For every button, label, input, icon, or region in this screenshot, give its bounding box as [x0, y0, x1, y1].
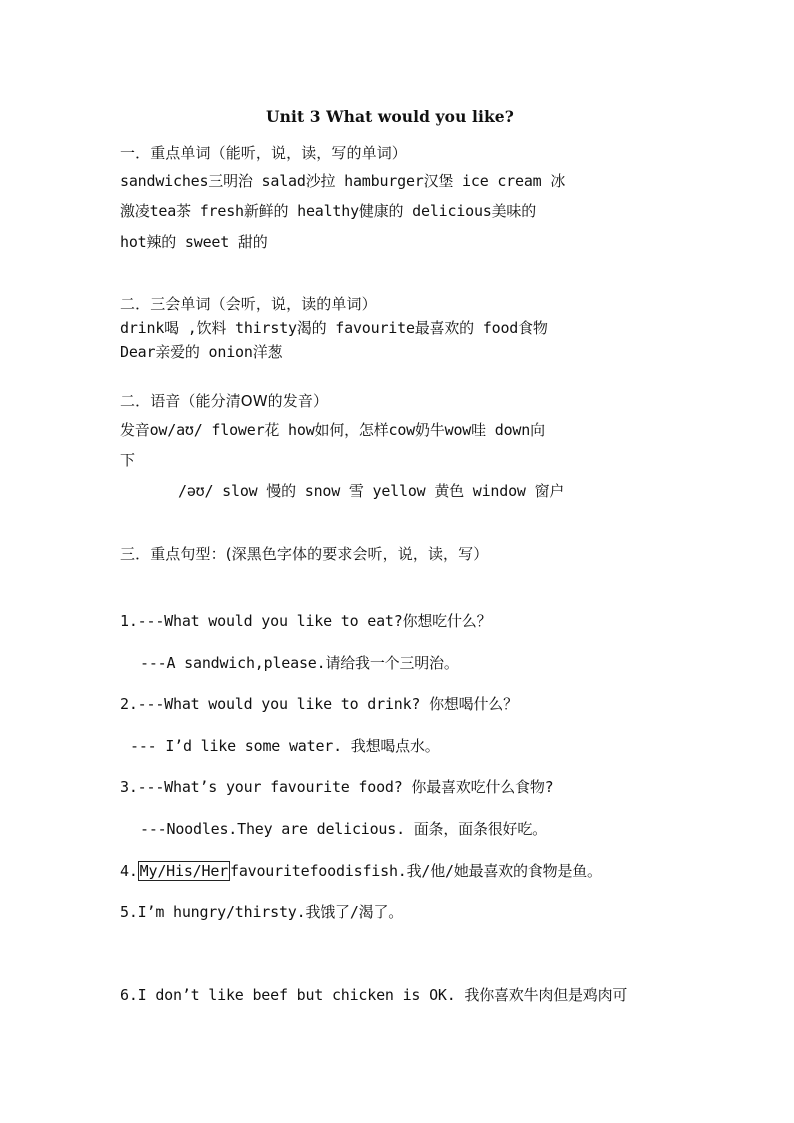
sentence-3-question: 3.---What’s your favourite food? 你最喜欢吃什么食物? [120, 778, 554, 796]
sentence-4-text: favouritefoodisfish.我/他/她最喜欢的食物是鱼。 [229, 862, 602, 880]
sentence-2-answer: --- I’d like some water. 我想喝点水。 [130, 737, 440, 755]
sentence-2-question: 2.---What would you like to drink? 你想喝什么？ [120, 695, 518, 713]
section-heading-key-words: 一．重点单词（能听，说，读，写的单词） [120, 144, 407, 162]
key-words-line-1: sandwiches三明治 salad沙拉 hamburger汉堡 ice cream 冰 [120, 172, 566, 190]
sentence-1-answer: ---A sandwich,please.请给我一个三明治。 [140, 654, 459, 672]
section-heading-phonics: 二．语音（能分清OW的发音） [120, 392, 329, 410]
phonics-line-1: 发音ow/aʊ/ flower花 how如何，怎样cow奶牛wow哇 down向 [120, 421, 545, 439]
phonics-line-2: 下 [120, 451, 136, 469]
phonics-line-3: /əʊ/ slow 慢的 snow 雪 yellow 黄色 window 窗户 [178, 482, 565, 500]
key-words-line-3: hot辣的 sweet 甜的 [120, 233, 268, 251]
three-skill-words-line-1: drink喝 ,饮料 thirsty渴的 favourite最喜欢的 food食物 [120, 319, 548, 337]
sentence-4-boxed-pronouns: My/His/Her [139, 862, 228, 880]
document-title: Unit 3 What would you like? [266, 107, 514, 126]
sentence-4 [120, 861, 602, 881]
section-heading-key-sentences: 三．重点句型：(深黑色字体的要求会听，说，读，写） [120, 545, 489, 563]
key-words-line-2: 激凌tea茶 fresh新鲜的 healthy健康的 delicious美味的 [120, 202, 537, 220]
section-heading-three-skill-words: 二．三会单词（会听，说，读的单词） [120, 295, 377, 313]
sentence-5: 5.I’m hungry/thirsty.我饿了/渴了。 [120, 903, 404, 921]
sentence-1-question: 1.---What would you like to eat?你想吃什么？ [120, 612, 492, 630]
three-skill-words-line-2: Dear亲爱的 onion洋葱 [120, 343, 283, 361]
sentence-6: 6.I don’t like beef but chicken is OK. 我你喜欢牛肉但是鸡肉可 [120, 986, 628, 1004]
sentence-3-answer: ---Noodles.They are delicious. 面条，面条很好吃。 [140, 820, 547, 838]
sentence-4-number: 4. [120, 862, 138, 880]
